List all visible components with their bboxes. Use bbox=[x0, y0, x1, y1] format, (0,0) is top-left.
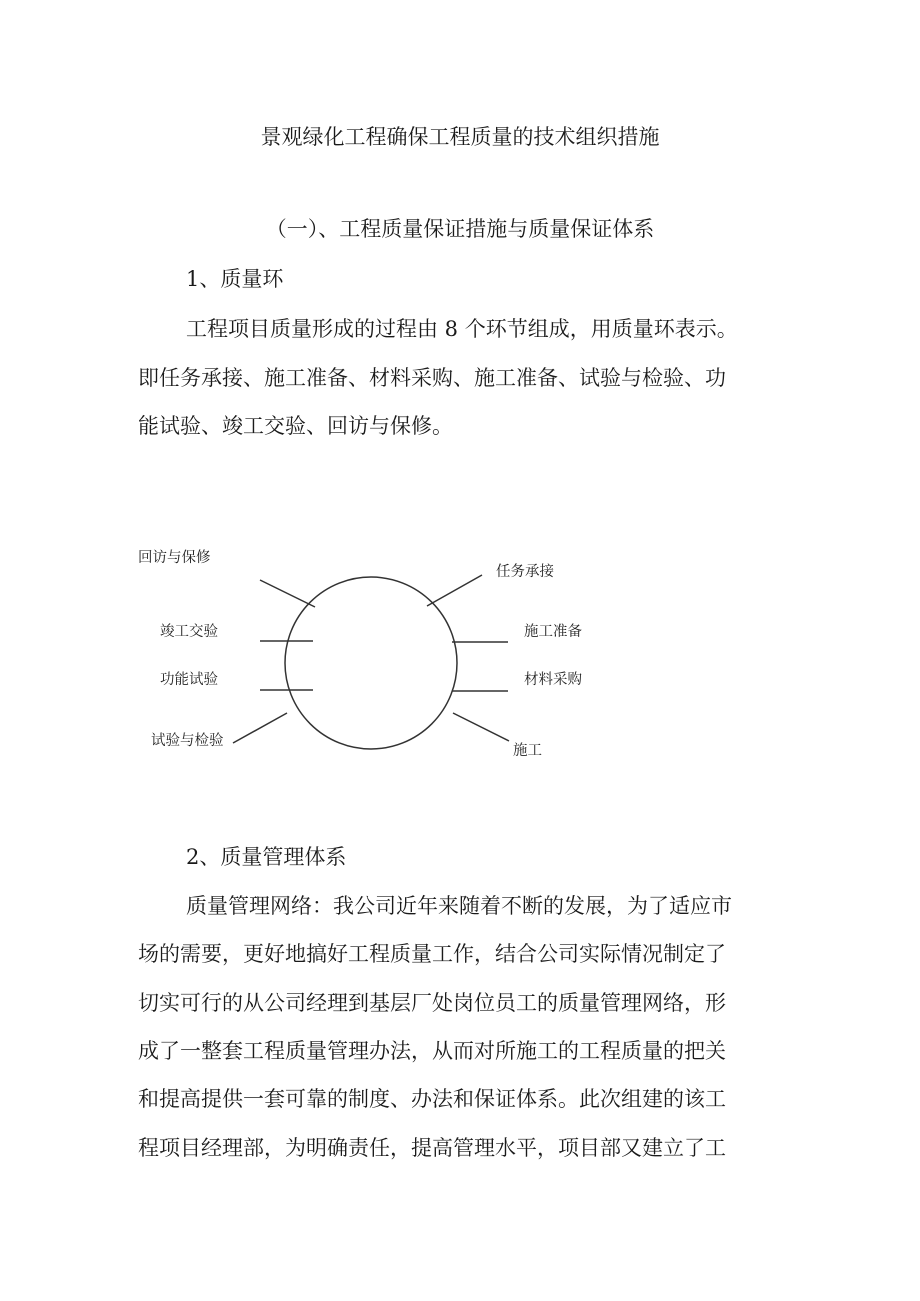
quality-loop-diagram bbox=[130, 535, 610, 775]
document-title: 景观绿化工程确保工程质量的技术组织措施 bbox=[260, 125, 660, 149]
paragraph-line: 即任务承接、施工准备、材料采购、施工准备、试验与检验、功 bbox=[138, 366, 726, 390]
label-test: 试验与检验 bbox=[151, 733, 224, 749]
connector-revisit bbox=[260, 580, 315, 607]
connector-test bbox=[233, 713, 287, 743]
paragraph-line: 切实可行的从公司经理到基层厂处岗位员工的质量管理网络，形 bbox=[138, 991, 726, 1015]
label-function-test: 功能试验 bbox=[160, 672, 218, 688]
label-task: 任务承接 bbox=[496, 564, 554, 580]
paragraph-line: 工程项目质量形成的过程由 8 个环节组成，用质量环表示。 bbox=[186, 317, 738, 341]
paragraph-line: 成了一整套工程质量管理办法，从而对所施工的工程质量的把关 bbox=[138, 1039, 726, 1063]
paragraph-line: 和提高提供一套可靠的制度、办法和保证体系。此次组建的该工 bbox=[138, 1087, 726, 1111]
section-heading: （一）、工程质量保证措施与质量保证体系 bbox=[265, 217, 655, 241]
paragraph-line: 能试验、竣工交验、回访与保修。 bbox=[138, 414, 453, 438]
paragraph-line: 场的需要，更好地搞好工程质量工作，结合公司实际情况制定了 bbox=[138, 942, 726, 966]
label-revisit: 回访与保修 bbox=[138, 550, 211, 566]
label-acceptance: 竣工交验 bbox=[160, 624, 218, 640]
label-prep: 施工准备 bbox=[524, 624, 582, 640]
label-material: 材料采购 bbox=[524, 672, 582, 688]
connector-construction bbox=[453, 713, 509, 741]
label-construction: 施工 bbox=[513, 743, 542, 759]
connector-task bbox=[427, 575, 482, 606]
subsection-heading-quality-system: 2、质量管理体系 bbox=[186, 845, 347, 869]
paragraph-line: 程项目经理部，为明确责任，提高管理水平，项目部又建立了工 bbox=[138, 1136, 726, 1160]
paragraph-line: 质量管理网络：我公司近年来随着不断的发展，为了适应市 bbox=[186, 894, 732, 918]
subsection-heading-quality-loop: 1、质量环 bbox=[186, 267, 284, 291]
